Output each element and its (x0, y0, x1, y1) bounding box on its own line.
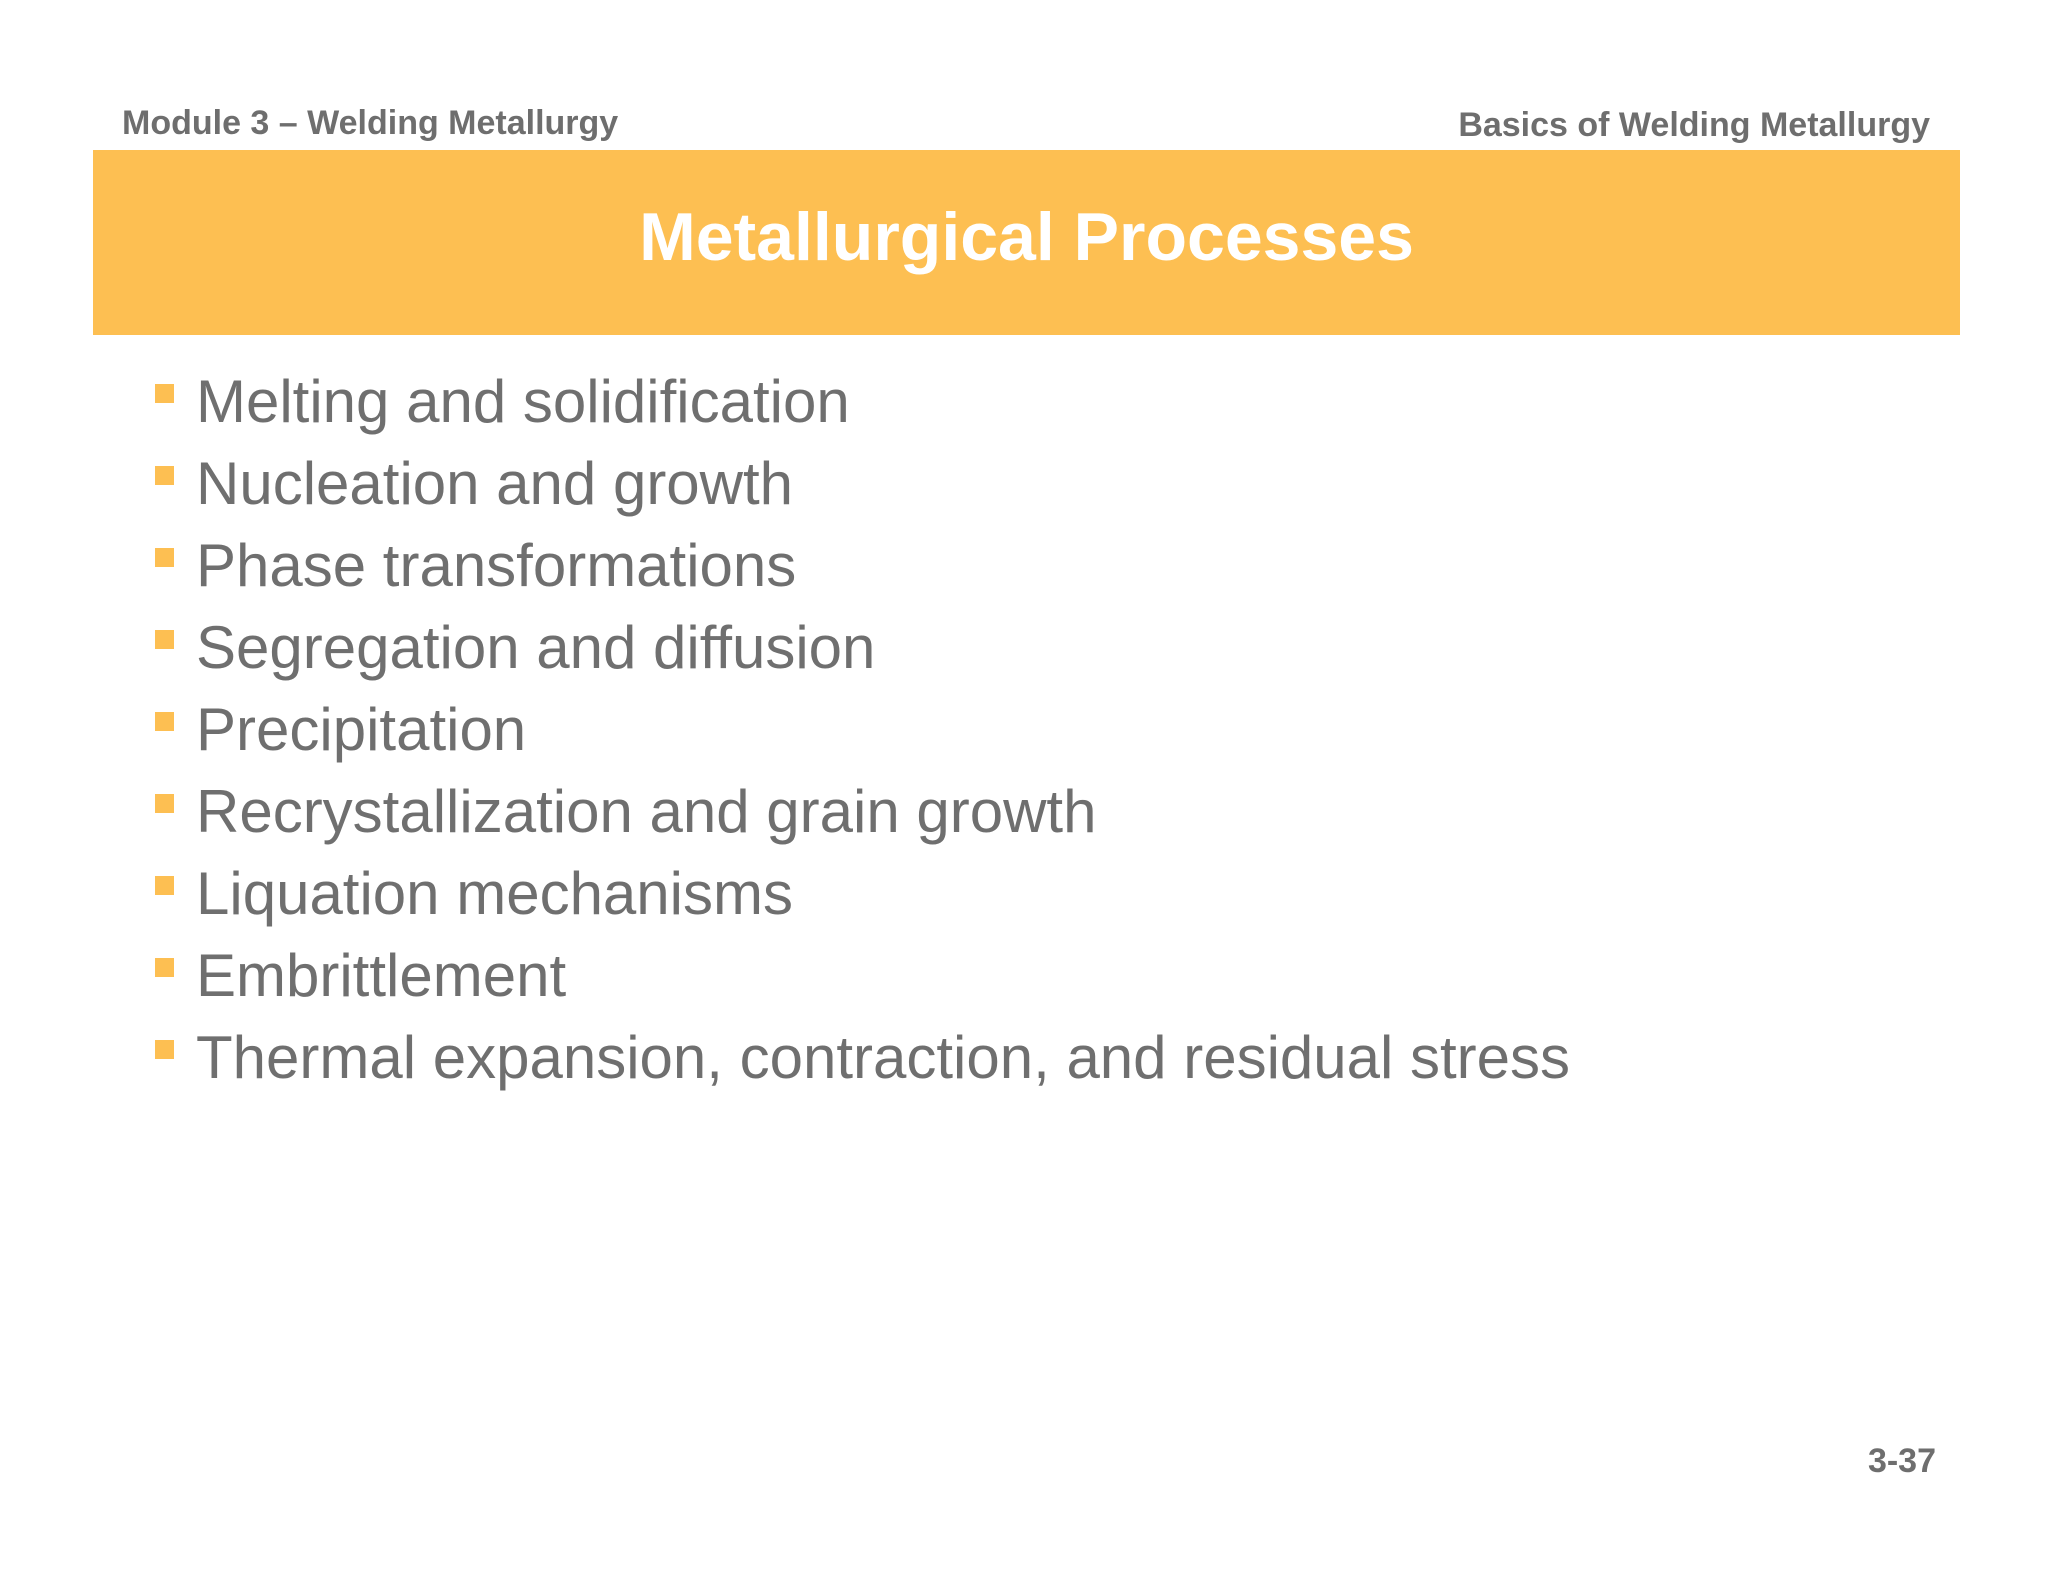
list-item (155, 688, 1570, 770)
list-item (155, 770, 1570, 852)
square-bullet-icon (155, 384, 174, 403)
square-bullet-icon (155, 1040, 174, 1059)
bullet-list (155, 360, 1570, 1098)
page-number: 3-37 (1867, 1442, 1936, 1480)
square-bullet-icon (155, 630, 174, 649)
square-bullet-icon (155, 958, 174, 977)
list-item (155, 606, 1570, 688)
list-item-text: Thermal expansion, contraction, and residual stress (196, 1023, 1571, 1091)
square-bullet-icon (155, 466, 174, 485)
course-label: Basics of Welding Metallurgy (1458, 106, 1930, 144)
page-title: Metallurgical Processes (639, 198, 1414, 275)
module-label: Module 3 – Welding Metallurgy (122, 104, 619, 142)
title-banner (93, 150, 1960, 335)
list-item-text: Melting and solidification (196, 367, 850, 435)
list-item (155, 524, 1570, 606)
square-bullet-icon (155, 876, 174, 895)
square-bullet-icon (155, 712, 174, 731)
list-item (155, 360, 1570, 442)
list-item-text: Segregation and diffusion (196, 613, 876, 681)
list-item-text: Recrystallization and grain growth (196, 777, 1097, 845)
list-item-text: Nucleation and growth (196, 449, 794, 517)
list-item (155, 1016, 1570, 1098)
list-item (155, 442, 1570, 524)
list-item (155, 934, 1570, 1016)
square-bullet-icon (155, 794, 174, 813)
list-item-text: Liquation mechanisms (196, 859, 793, 927)
list-item-text: Phase transformations (196, 531, 797, 599)
list-item-text: Embrittlement (196, 941, 567, 1009)
list-item-text: Precipitation (196, 695, 527, 763)
square-bullet-icon (155, 548, 174, 567)
list-item (155, 852, 1570, 934)
